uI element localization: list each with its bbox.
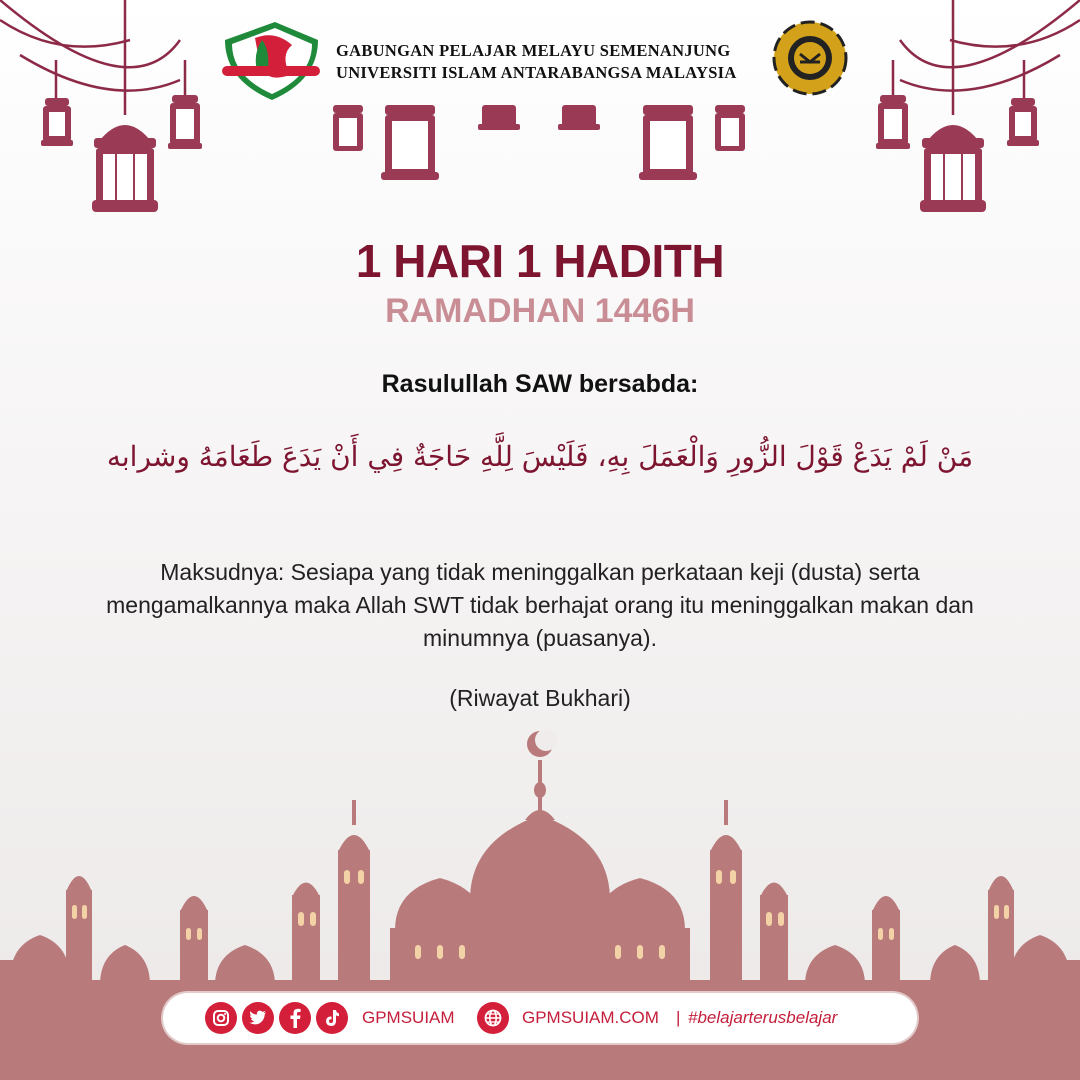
lantern-right-big (920, 125, 986, 212)
website-link[interactable]: GPMSUIAM.COM (522, 1008, 659, 1027)
lantern-center-2 (381, 105, 439, 180)
lantern-left-big (92, 125, 158, 212)
page-subtitle: RAMADHAN 1446H (385, 292, 695, 330)
page-title: 1 HARI 1 HADITH (355, 235, 725, 287)
gpms-logo (222, 22, 320, 100)
hashtag: #belajarterusbelajar (688, 1008, 838, 1027)
social-handle[interactable]: GPMSUIAM (362, 1008, 455, 1027)
tiktok-icon[interactable] (316, 1002, 348, 1034)
lantern-center-4 (558, 105, 600, 130)
iium-logo (774, 22, 846, 94)
twitter-icon[interactable] (242, 1002, 274, 1034)
lantern-right-medium (876, 95, 910, 149)
org-line-2: UNIVERSITI ISLAM ANTARABANGSA MALAYSIA (336, 63, 737, 82)
hadith-translation: Maksudnya: Sesiapa yang tidak meninggalkan perkataan keji (dusta) serta mengamalkannya maka Allah SWT tidak berhajat orang itu meninggalkan makan dan minumnya (puasanya). (106, 559, 974, 651)
lantern-center-5 (639, 105, 697, 180)
footer-bar (163, 993, 917, 1043)
organization-name (336, 40, 737, 84)
lantern-left-small (41, 98, 73, 146)
lantern-center-6 (715, 105, 745, 151)
hadith-arabic-text: مَنْ لَمْ يَدَعْ قَوْلَ الزُّورِ وَالْعَمَلَ بِهِ، فَلَيْسَ لِلَّهِ حَاجَةٌ فِي أَنْ يَدَعَ طَعَامَهُ وشرابه (106, 440, 974, 473)
lantern-center-1 (333, 105, 363, 151)
org-line-1: GABUNGAN PELAJAR MELAYU SEMENANJUNG (336, 41, 731, 60)
lantern-left-medium (168, 95, 202, 149)
crescent-moon-icon (527, 729, 557, 757)
globe-icon[interactable] (477, 1002, 509, 1034)
lantern-right-small (1007, 98, 1039, 146)
facebook-icon[interactable] (279, 1002, 311, 1034)
lanterns (41, 95, 1039, 212)
lantern-center-3 (478, 105, 520, 130)
footer-separator: | (676, 1008, 681, 1027)
hadith-source: (Riwayat Bukhari) (449, 685, 631, 711)
hadith-intro: Rasulullah SAW bersabda: (381, 370, 699, 398)
instagram-icon[interactable] (205, 1002, 237, 1034)
